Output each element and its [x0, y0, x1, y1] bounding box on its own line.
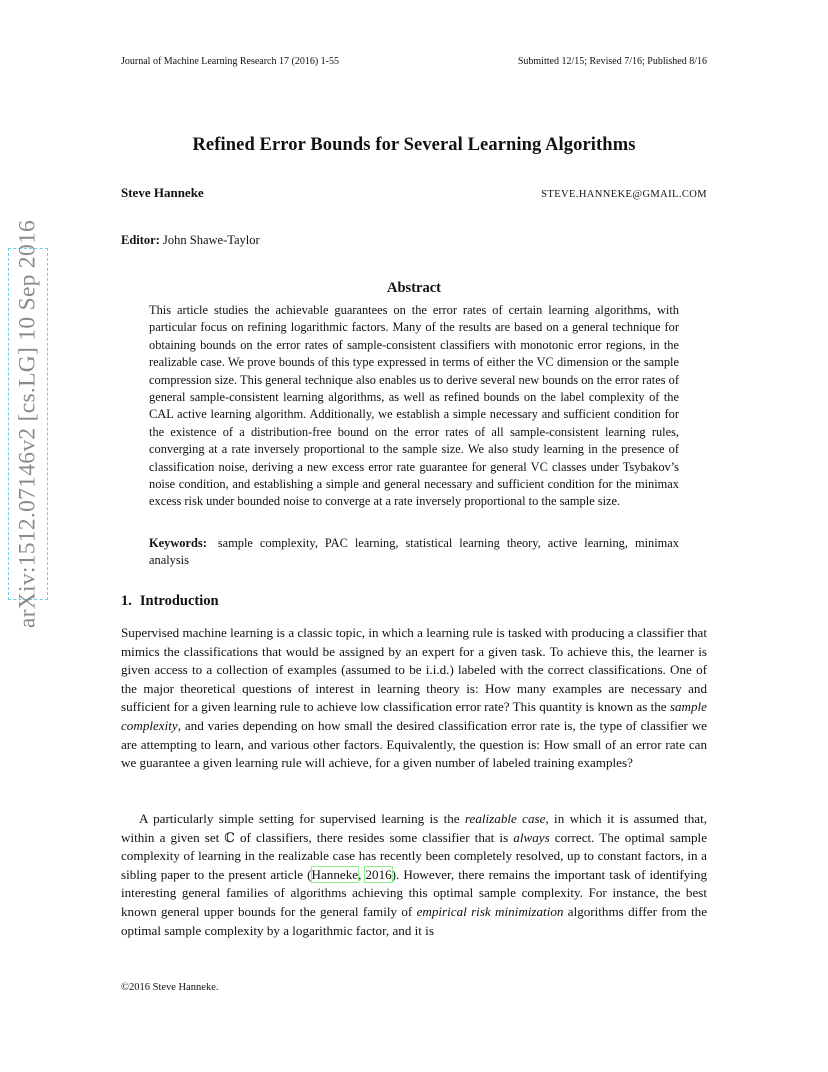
submission-dates: Submitted 12/15; Revised 7/16; Published 8/16: [517, 56, 707, 67]
running-header: [121, 55, 707, 68]
emphasis-always: always: [513, 829, 550, 845]
abstract-text: This article studies the achievable guarantees on the error rates of certain learning algorithms, with particular focus on refining logarithmic factors. Many of the results are based on a general technique for obtaining bounds on the error rates of sample-consistent classifiers with monotonic error regions, in the realizable case. We prove bounds of this type expressed in terms of either the VC dimension or the sample compression size. This general technique also enables us to derive several new bounds on the error rates of general sample-consistent learning algorithms, as well as refined bounds on the label complexity of the CAL active learning algorithm. Additionally, we establish a simple necessary and sufficient condition for the existence of a distribution-free bound on the error rates of all sample-consistent learning rules, converging at a rate inversely proportional to the sample size. We also study learning in the presence of classification noise, deriving a new excess error rate guarantee for general VC classes under Tsybakov’s noise condition, and establishing a simple and general necessary and sufficient condition for the minimax excess risk under bounded noise to converge at a rate inversely proportional to the sample size.: [149, 303, 679, 509]
section-title: Introduction: [139, 593, 219, 609]
citation-link-year[interactable]: 2016: [365, 866, 392, 882]
arxiv-stamp[interactable]: [8, 219, 48, 629]
keywords: [149, 535, 679, 570]
citation-link-author[interactable]: Hanneke: [311, 866, 359, 882]
author-email: STEVE.HANNEKE@GMAIL.COM: [541, 189, 707, 200]
text-span: algorithms differ from the optimal sample complexity by a logarithmic factor, and it is: [121, 903, 708, 938]
text-span: , in which it is assumed that, within a given set ℂ of classifiers, there resides some classifier that is: [121, 811, 707, 845]
intro-paragraph-1: [121, 624, 707, 773]
editor-label: Editor:: [121, 233, 160, 247]
editor-name: John Shawe-Taylor: [163, 233, 260, 247]
section-number: 1.: [121, 593, 132, 609]
section-heading-introduction: [121, 593, 219, 610]
text-span: ). However, there remains the important task of identifying interesting general families of algorithms achieving this optimal sample complexity. For instance, the best known general upper bounds for the general family of: [121, 866, 708, 919]
text-span: A particularly simple setting for supervised learning is the: [139, 811, 465, 826]
text-span: correct. The optimal sample complexity of learning in the realizable case has recently been completely resolved, up to constant factors, in a sibling paper to the present article (: [121, 829, 707, 882]
emphasis-realizable-case: realizable case: [464, 811, 546, 826]
author-block: [121, 185, 707, 201]
author-name: Steve Hanneke: [121, 185, 204, 200]
editor-line: [121, 233, 260, 248]
text-span: , and varies depending on how small the desired classification error rate is, the type of classifier we are attempting to learn, and various other factors. Equivalently, the question is: How small of an error rate can we guarantee a given learning rule will achieve, for a given number of labeled training examples?: [121, 717, 707, 771]
arxiv-identifier[interactable]: arXiv:1512.07146v2 [cs.LG] 10 Sep 2016: [14, 219, 41, 629]
keywords-text: sample complexity, PAC learning, statistical learning theory, active learning, minimax analysis: [149, 536, 679, 568]
copyright-footer: ©2016 Steve Hanneke.: [121, 982, 219, 993]
keywords-label: Keywords:: [149, 536, 207, 550]
abstract-heading: Abstract: [387, 280, 441, 296]
text-span: ,: [358, 866, 366, 882]
paper-title: Refined Error Bounds for Several Learning Algorithms: [192, 135, 636, 155]
emphasis-sample-complexity: sample complexity: [121, 699, 707, 733]
emphasis-erm: empirical risk minimization: [416, 903, 564, 919]
journal-info: Journal of Machine Learning Research 17 (2016) 1-55: [121, 56, 339, 67]
intro-paragraph-2: [121, 810, 707, 940]
text-span: Supervised machine learning is a classic topic, in which a learning rule is tasked with producing a classifier that mimics the classifications that would be assigned by an expert for a given task. To achieve this, the learner is given access to a collection of examples (assumed to be i.i.d.) labeled with the correct classifications. One of the major theoretical questions of interest in learning theory is: How many examples are necessary and sufficient for a given learning rule to achieve low classification error rate? This quantity is known as the: [121, 625, 707, 715]
